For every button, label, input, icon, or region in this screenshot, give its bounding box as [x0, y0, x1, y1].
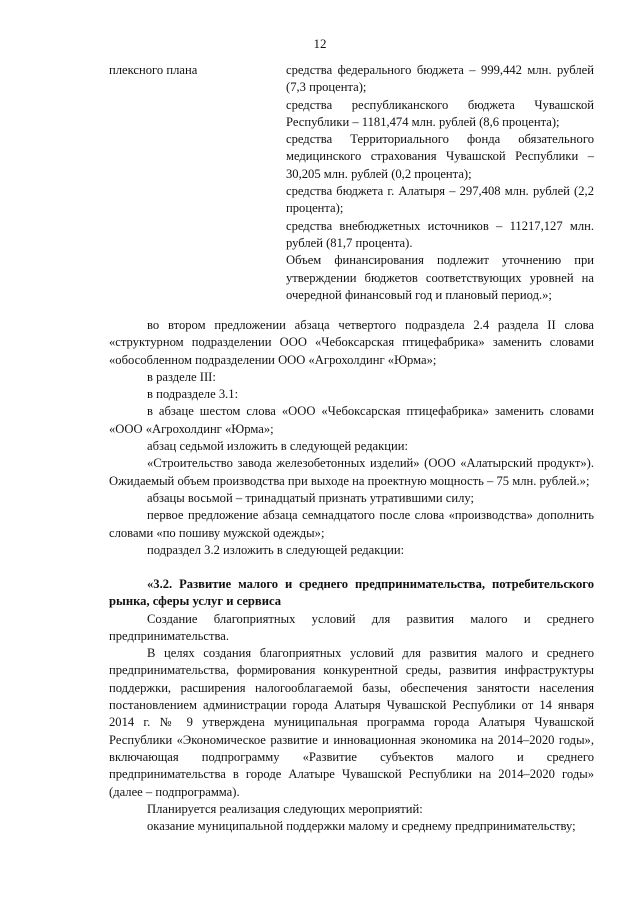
new-section: [109, 576, 594, 835]
funding-federal: средства федерального бюджета – 999,442 млн. рублей (7,3 процента);: [286, 63, 594, 95]
amendment-paragraph: абзац седьмой изложить в следующей редакции:: [147, 439, 408, 454]
table-left-cell: плексного плана: [109, 63, 198, 77]
table-right-cell: [286, 62, 594, 304]
amendment-paragraph: в абзаце шестом слова «ООО «Чебоксарская птицефабрика» заменить словами «ООО «Агрохолдинг «Юрма»;: [109, 404, 594, 436]
funding-city: средства бюджета г. Алатыря – 297,408 млн. рублей (2,2 процента);: [286, 184, 594, 216]
page-number: 12: [313, 36, 327, 51]
section-paragraph: В целях создания благоприятных условий для развития малого и среднего предпринимательства, формирования конкурентной среды, развития инфраструктуры поддержки, расширения налогооблагаемой базы, обеспечения занятости населения постановлением администрации города Алатыря Чувашской Республики от 14 января 2014 г. № 9 утверждена муниципальная программа города Алатыря Чувашской Республики «Экономическое развитие и инновационная экономика на 2014–2020 годы», включающая подпрограмму «Развитие субъектов малого и среднего предпринимательства в городе Алатыре Чувашской Республики на 2014–2020 годы» (далее – подпрограмма).: [109, 646, 594, 799]
amendment-paragraph: подраздел 3.2 изложить в следующей редакции:: [147, 542, 405, 557]
amendment-paragraph: абзацы восьмой – тринадцатый признать утратившими силу;: [147, 490, 474, 505]
amendment-paragraph: в разделе III:: [147, 369, 216, 384]
section-paragraph: оказание муниципальной поддержки малому и среднему предпринимательству;: [147, 819, 576, 834]
funding-extrabudgetary: средства внебюджетных источников – 11217,127 млн. рублей (81,7 процента).: [286, 218, 594, 250]
amendment-paragraph: в подразделе 3.1:: [147, 387, 239, 402]
amendment-paragraph: «Строительство завода железобетонных изделий» (ООО «Алатырский продукт»). Ожидаемый объем производства при выходе на проектную мощность – 75 млн. рублей.»;: [109, 456, 594, 488]
funding-republic: средства республиканского бюджета Чувашской Республики – 1181,474 млн. рублей (8,6 процента);: [286, 97, 594, 129]
amendment-paragraph: во втором предложении абзаца четвертого подраздела 2.4 раздела II слова «структурном подразделении ООО «Чебоксарская птицефабрика» заменить словами «обособленном подразделении ООО «Агрохолдинг «Юрма»;: [109, 318, 594, 367]
section-heading: «3.2. Развитие малого и среднего предпринимательства, потребительского рынка, сферы услуг и сервиса: [109, 577, 594, 609]
funding-insurance-fund: средства Территориального фонда обязательного медицинского страхования Чувашской Республики – 30,205 млн. рублей (0,2 процента);: [286, 132, 594, 181]
funding-note: Объем финансирования подлежит уточнению при утверждении бюджетов соответствующих уровней на очередной финансовый год и плановый период.»;: [286, 253, 594, 302]
amendment-paragraph: первое предложение абзаца семнадцатого после слова «производства» дополнить словами «по пошиву мужской одежды»;: [109, 508, 594, 540]
section-paragraph: Создание благоприятных условий для развития малого и среднего предпринимательства.: [109, 611, 594, 643]
amendments-section: [109, 317, 594, 559]
section-paragraph: Планируется реализация следующих мероприятий:: [147, 801, 423, 816]
